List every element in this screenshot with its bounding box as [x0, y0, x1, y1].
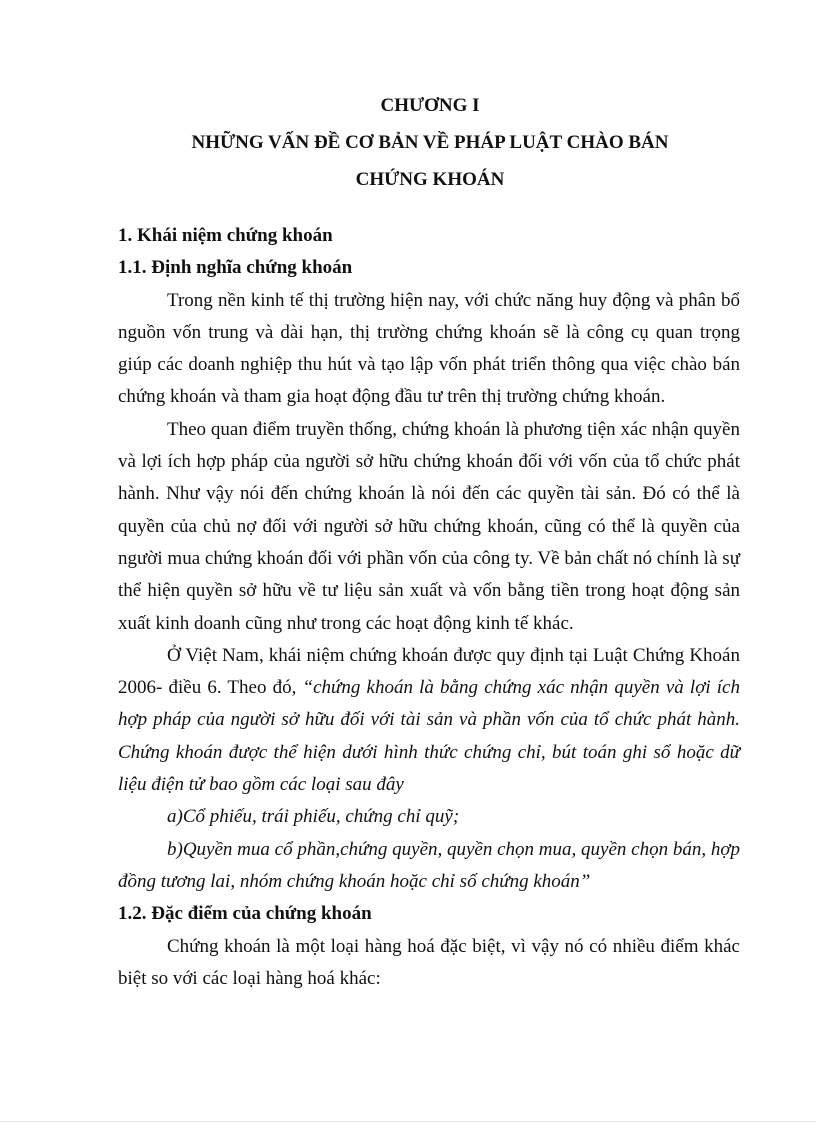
section-heading-1-2: 1.2. Đặc điểm của chứng khoán — [118, 903, 372, 925]
list-item-a: a)Cổ phiếu, trái phiếu, chứng chỉ quỹ; — [167, 806, 460, 828]
chapter-heading — [120, 87, 740, 198]
paragraph-1-1-a: Trong nền kinh tế thị trường hiện nay, với chức năng huy động và phân bổ nguồn vốn trung và dài hạn, thị trường chứng khoán sẽ là công cụ quan trọng giúp các doanh nghiệp thu hút và tạo lập vốn phát triển thông qua việc chào bán chứng khoán và tham gia hoạt động đầu tư trên thị trường chứng khoán. — [118, 289, 740, 408]
chapter-title-line-2: CHỨNG KHOÁN — [355, 169, 505, 190]
chapter-number: CHƯƠNG I — [380, 95, 480, 116]
paragraph-1-1-c-quote: “chứng khoán là bằng chứng xác nhận quyền và lợi ích hợp pháp của người sở hữu đối với tài sản và phần vốn của tổ chức phát hành. Chứng khoán được thể hiện dưới hình thức chứng chỉ, bút toán ghi sổ hoặc dữ liệu điện tử bao gồm các loại sau đây — [118, 677, 740, 796]
section-heading-1-1: 1.1. Định nghĩa chứng khoán — [118, 257, 353, 279]
paragraph-1-2-a: Chứng khoán là một loại hàng hoá đặc biệt, vì vậy nó có nhiều điểm khác biệt so với các loại hàng hoá khác: — [118, 935, 740, 989]
page-bottom-edge — [0, 1121, 816, 1122]
paragraph-1-1-c-plain: Ở Việt Nam, khái niệm chứng khoán được quy định tại Luật Chứng Khoán 2006- điều 6. Theo đó, — [118, 644, 740, 699]
chapter-title-line-1: NHỮNG VẤN ĐỀ CƠ BẢN VỀ PHÁP LUẬT CHÀO BÁN — [191, 132, 669, 153]
list-item-b: b)Quyền mua cổ phần,chứng quyền, quyền chọn mua, quyền chọn bán, hợp đồng tương lai, nhóm chứng khoán hoặc chỉ số chứng khoán” — [118, 838, 740, 892]
paragraph-1-1-c — [118, 640, 740, 801]
document-body — [118, 220, 740, 995]
section-heading-1: 1. Khái niệm chứng khoán — [118, 225, 333, 246]
paragraph-1-1-b: Theo quan điểm truyền thống, chứng khoán là phương tiện xác nhận quyền và lợi ích hợp pháp của người sở hữu chứng khoán đối với vốn của tổ chức phát hành. Như vậy nói đến chứng khoán là nói đến các quyền tài sản. Đó có thể là quyền của chủ nợ đối với người sở hữu chứng khoán, cũng có thể là quyền của người mua chứng khoán đối với phần vốn của công ty. Về bản chất nó chính là sự thể hiện quyền sở hữu về tư liệu sản xuất và vốn bằng tiền trong hoạt động sản xuất kinh doanh cũng như trong các hoạt động kinh tế khác. — [118, 418, 740, 634]
